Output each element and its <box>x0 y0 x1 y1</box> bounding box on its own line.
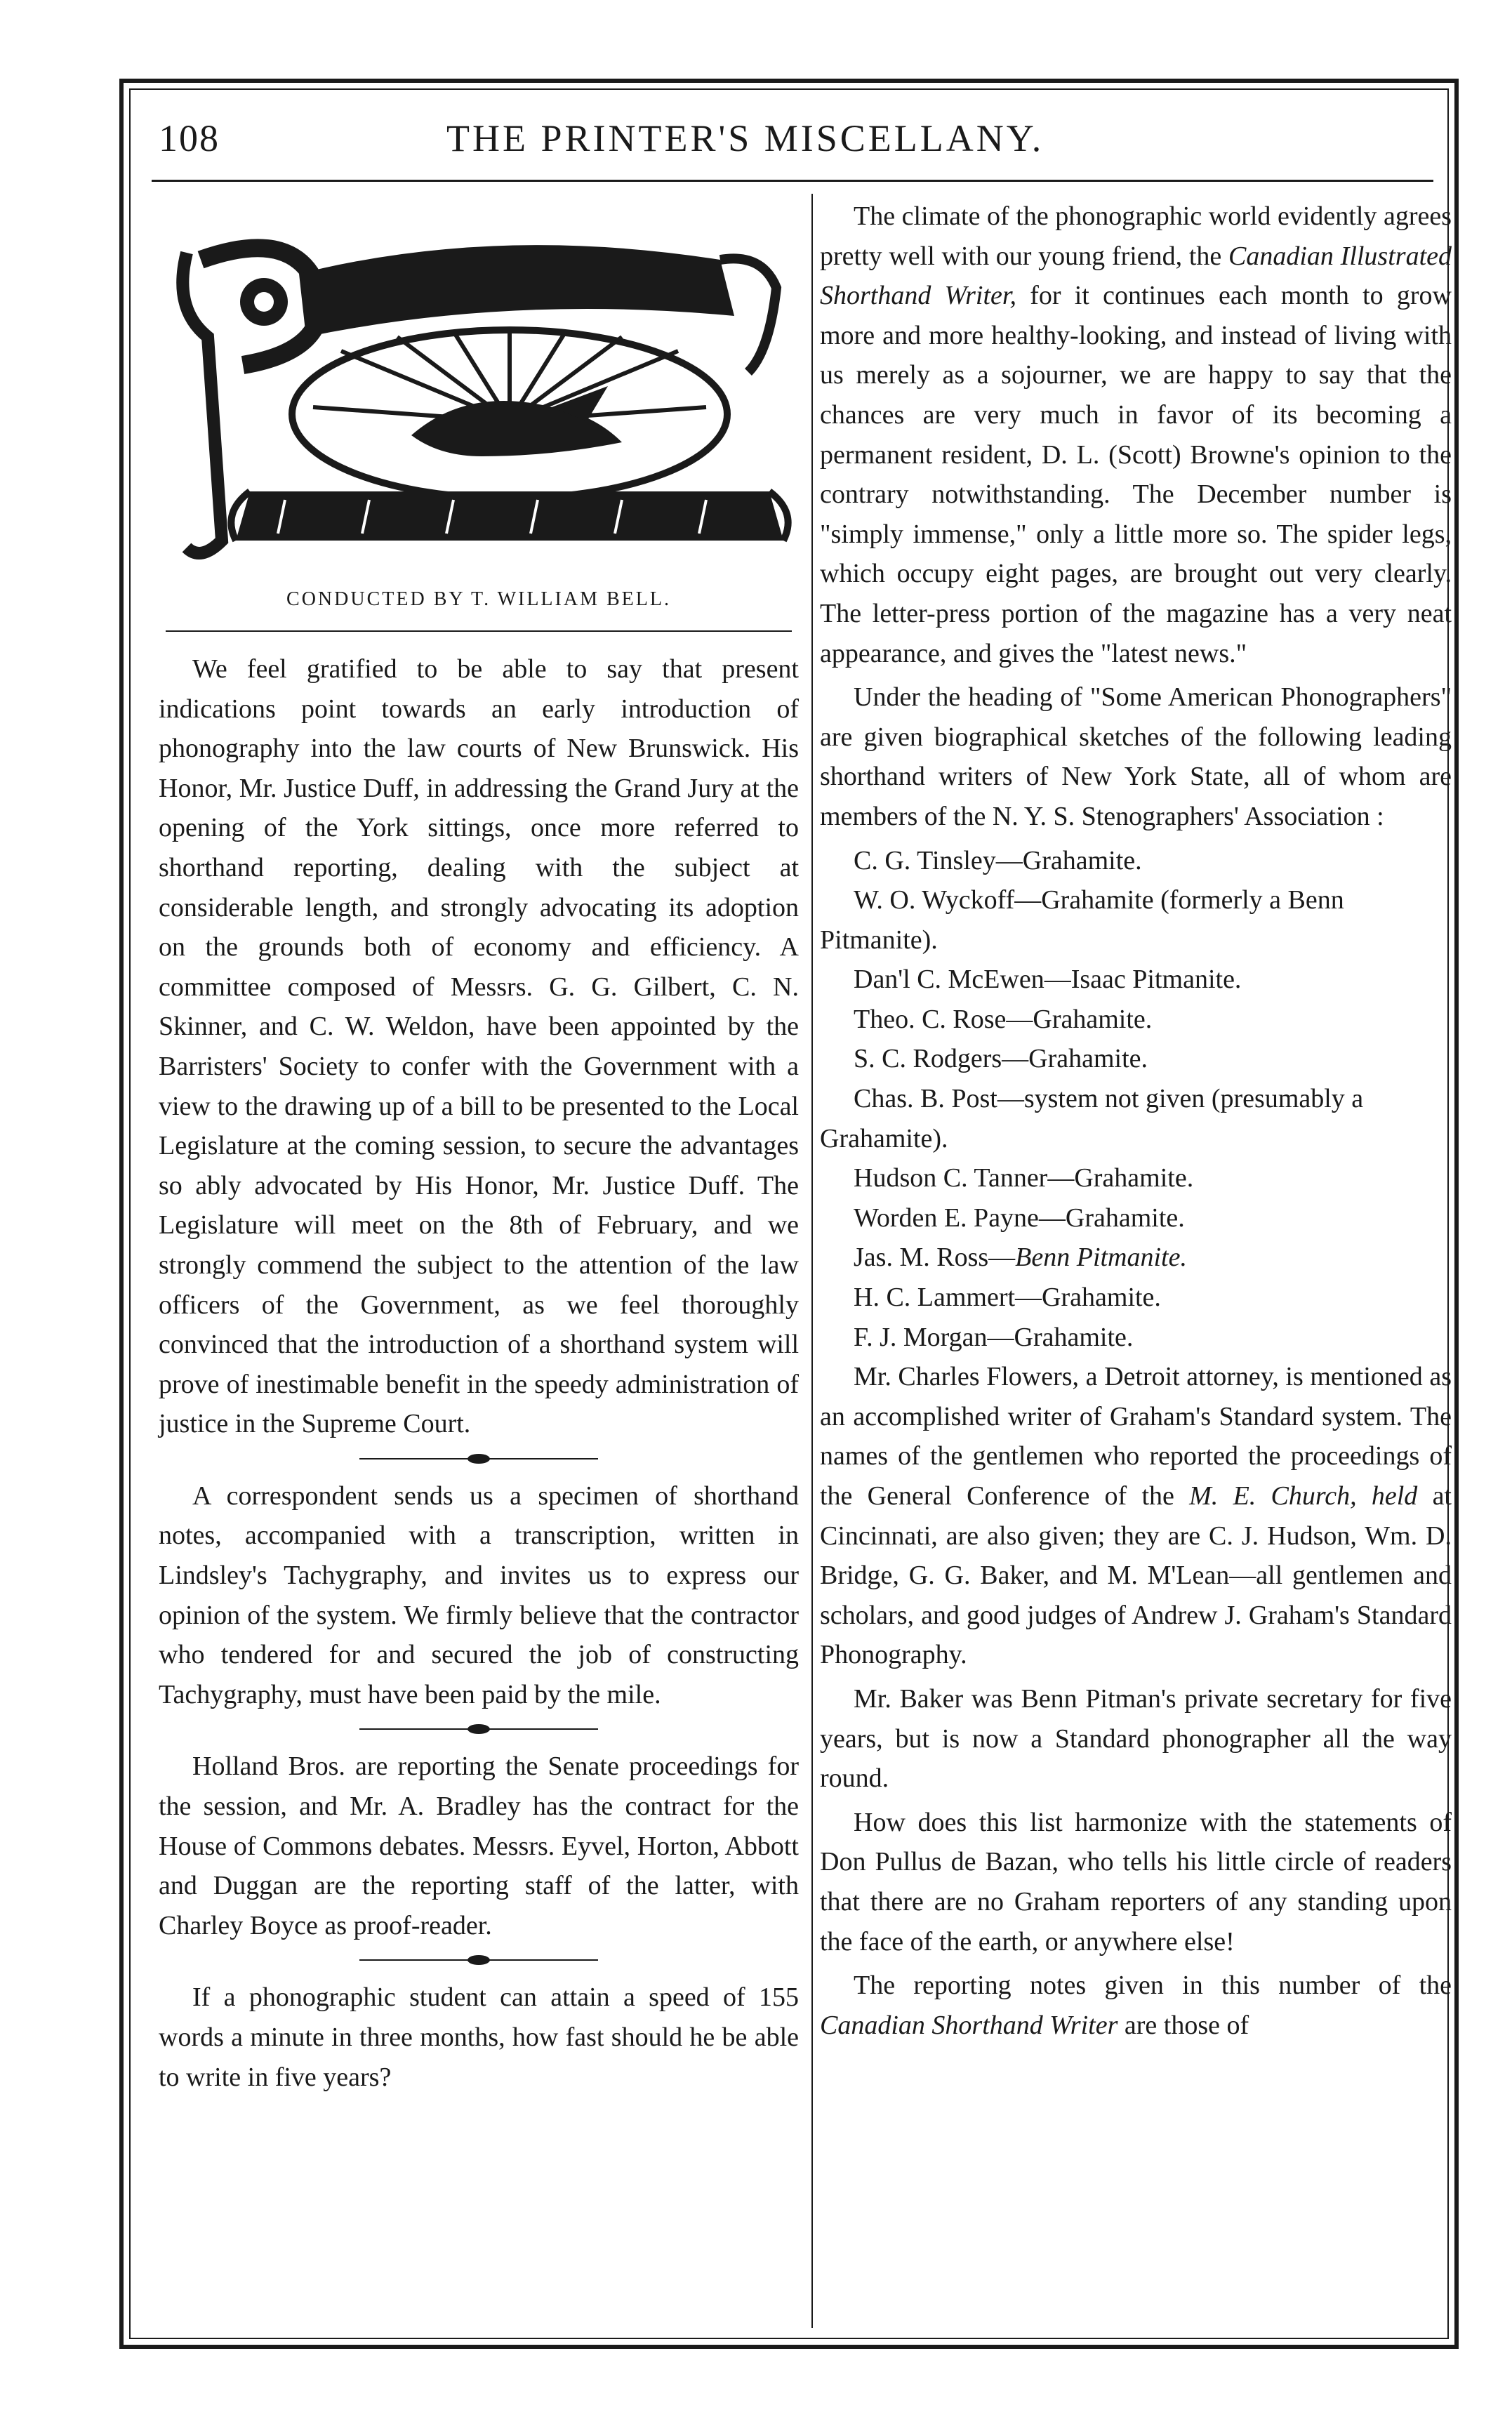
left-column <box>159 649 799 2097</box>
list-item-ross-name: Jas. M. Ross— <box>854 1243 1016 1273</box>
list-item: Theo. C. Rose—Grahamite. <box>854 1004 1153 1034</box>
left-paragraph-3: Holland Bros. are reporting the Senate proceedings for the session, and Mr. A. Bradley has the contract for the House of Commons debates. Messrs. Eyvel, Horton, Abbott and Duggan are the reporting staff of the latter, with Charley Boyce as proof-reader. <box>159 1752 799 1940</box>
left-paragraph-4: If a phonographic student can attain a speed of 155 words a minute in three months, how fast should he be able to write in five years? <box>159 1982 799 2092</box>
right-p6-text-a: The reporting notes given in this number of the <box>854 1971 1452 2001</box>
list-item: H. C. Lammert—Grahamite. <box>854 1283 1161 1313</box>
right-p6-magazine-title: Canadian Shorthand Writer <box>820 2010 1118 2040</box>
list-item: F. J. Morgan—Grahamite. <box>854 1322 1134 1352</box>
right-paragraph-1 <box>820 197 1452 673</box>
column-divider <box>811 194 813 2328</box>
list-item: W. O. Wyckoff—Grahamite (formerly a Benn Pitmanite). <box>820 885 1344 955</box>
magazine-title: THE PRINTER'S MISCELLANY. <box>446 117 1045 159</box>
right-paragraph-3 <box>820 1357 1452 1675</box>
conducted-by-line: CONDUCTED BY T. WILLIAM BELL. <box>286 588 671 610</box>
ornamental-divider-1 <box>159 1448 799 1469</box>
left-paragraph-2: A correspondent sends us a specimen of shorthand notes, accompanied with a transcription, written in Lindsley's Tachygraphy, and invites us to express our opinion of the system. We firmly believe that the contractor who tendered for and secured the job of constructing Tachygraphy, must have been paid by the mile. <box>159 1481 799 1709</box>
running-header <box>159 117 1443 173</box>
right-p3-text-b: at Cincinnati, are also given; they are C. J. Hudson, Wm. D. Bridge, G. G. Baker, and M. M'Lean—all gentlemen and scholars, and good judges of Andrew J. Graham's Standard Phonography. <box>820 1481 1452 1670</box>
list-item: Dan'l C. McEwen—Isaac Pitmanite. <box>854 965 1242 995</box>
list-item: S. C. Rodgers—Grahamite. <box>854 1044 1148 1074</box>
right-p6-text-b: are those of <box>1118 2010 1249 2040</box>
list-item-ross-system: Benn Pitmanite. <box>1015 1243 1187 1273</box>
ornamental-divider-3 <box>159 1950 799 1971</box>
right-column <box>820 197 1452 2045</box>
list-item: Worden E. Payne—Grahamite. <box>854 1203 1185 1233</box>
right-p1-magazine-title: Canadian Illustrated Shorthand Writer, <box>820 241 1452 311</box>
right-paragraph-5: How does this list harmonize with the statements of Don Pullus de Bazan, who tells his little circle of readers that there are no Graham reporters of any standing upon the face of the earth, or anywhere else! <box>820 1807 1452 1957</box>
page-number: 108 <box>159 117 220 159</box>
right-paragraph-6 <box>820 1966 1452 2045</box>
right-p3-text-a: Mr. Charles Flowers, a Detroit attorney, is mentioned as an accomplished writer of Graham's Standard system. The names of the gentlemen who reported the proceedings of the General Conference of the <box>820 1362 1452 1511</box>
right-p3-church-name: M. E. Church, held <box>1189 1481 1418 1511</box>
list-item: Chas. B. Post—system not given (presumably a Grahamite). <box>820 1084 1364 1153</box>
right-paragraph-2: Under the heading of "Some American Phonographers" are given biographical sketches of the following leading shorthand writers of New York State, all of whom are members of the N. Y. S. Stenographers' Association : <box>820 682 1452 831</box>
right-paragraph-4: Mr. Baker was Benn Pitman's private secretary for five years, but is now a Standard phonographer all the way round. <box>820 1683 1452 1794</box>
right-p1-text-b: for it continues each month to grow more and more healthy-looking, and instead of living with us merely as a sojourner, we are happy to say that the chances are very much in favor of its becoming a permanent resident, D. L. (Scott) Browne's opinion to the contrary notwithstanding. The December number is "simply immense," only a little more so. The spider legs, which occupy eight pages, are brought out very clearly. The letter-press portion of the magazine has a very neat appearance, and gives the "latest news." <box>820 281 1452 668</box>
right-p1-text-a: The climate of the phonographic world evidently agrees pretty well with our young friend, the <box>820 201 1452 271</box>
phonographic-department-logo <box>159 211 799 579</box>
ornamental-divider-2 <box>159 1719 799 1740</box>
header-rule <box>152 180 1433 182</box>
list-item: Hudson C. Tanner—Grahamite. <box>854 1163 1194 1193</box>
conducted-rule <box>166 630 792 632</box>
list-item <box>820 1238 1452 1278</box>
left-paragraph-1: We feel gratified to be able to say that present indications point towards an early introduction of phonography into the law courts of New Brunswick. His Honor, Mr. Justice Duff, in addressing the Grand Jury at the opening of the York sittings, once more referred to shorthand reporting, dealing with the subject at considerable length, and strongly advocating its adoption on the grounds both of economy and efficiency. A committee composed of Messrs. G. G. Gilbert, C. N. Skinner, and C. W. Weldon, have been appointed by the Barristers' Society to confer with the Government with a view to the drawing up of a bill to be presented to the Local Legislature at the coming session, to secure the advantages so ably advocated by His Honor, Mr. Justice Duff. The Legislature will meet on the 8th of February, and we strongly commend the subject to the attention of the law officers of the Government, as we feel thoroughly convinced that the introduction of a shorthand system will prove of inestimable benefit in the speedy administration of justice in the Supreme Court. <box>159 654 799 1439</box>
masthead-illustration <box>159 211 799 579</box>
list-item: C. G. Tinsley—Grahamite. <box>854 845 1142 875</box>
